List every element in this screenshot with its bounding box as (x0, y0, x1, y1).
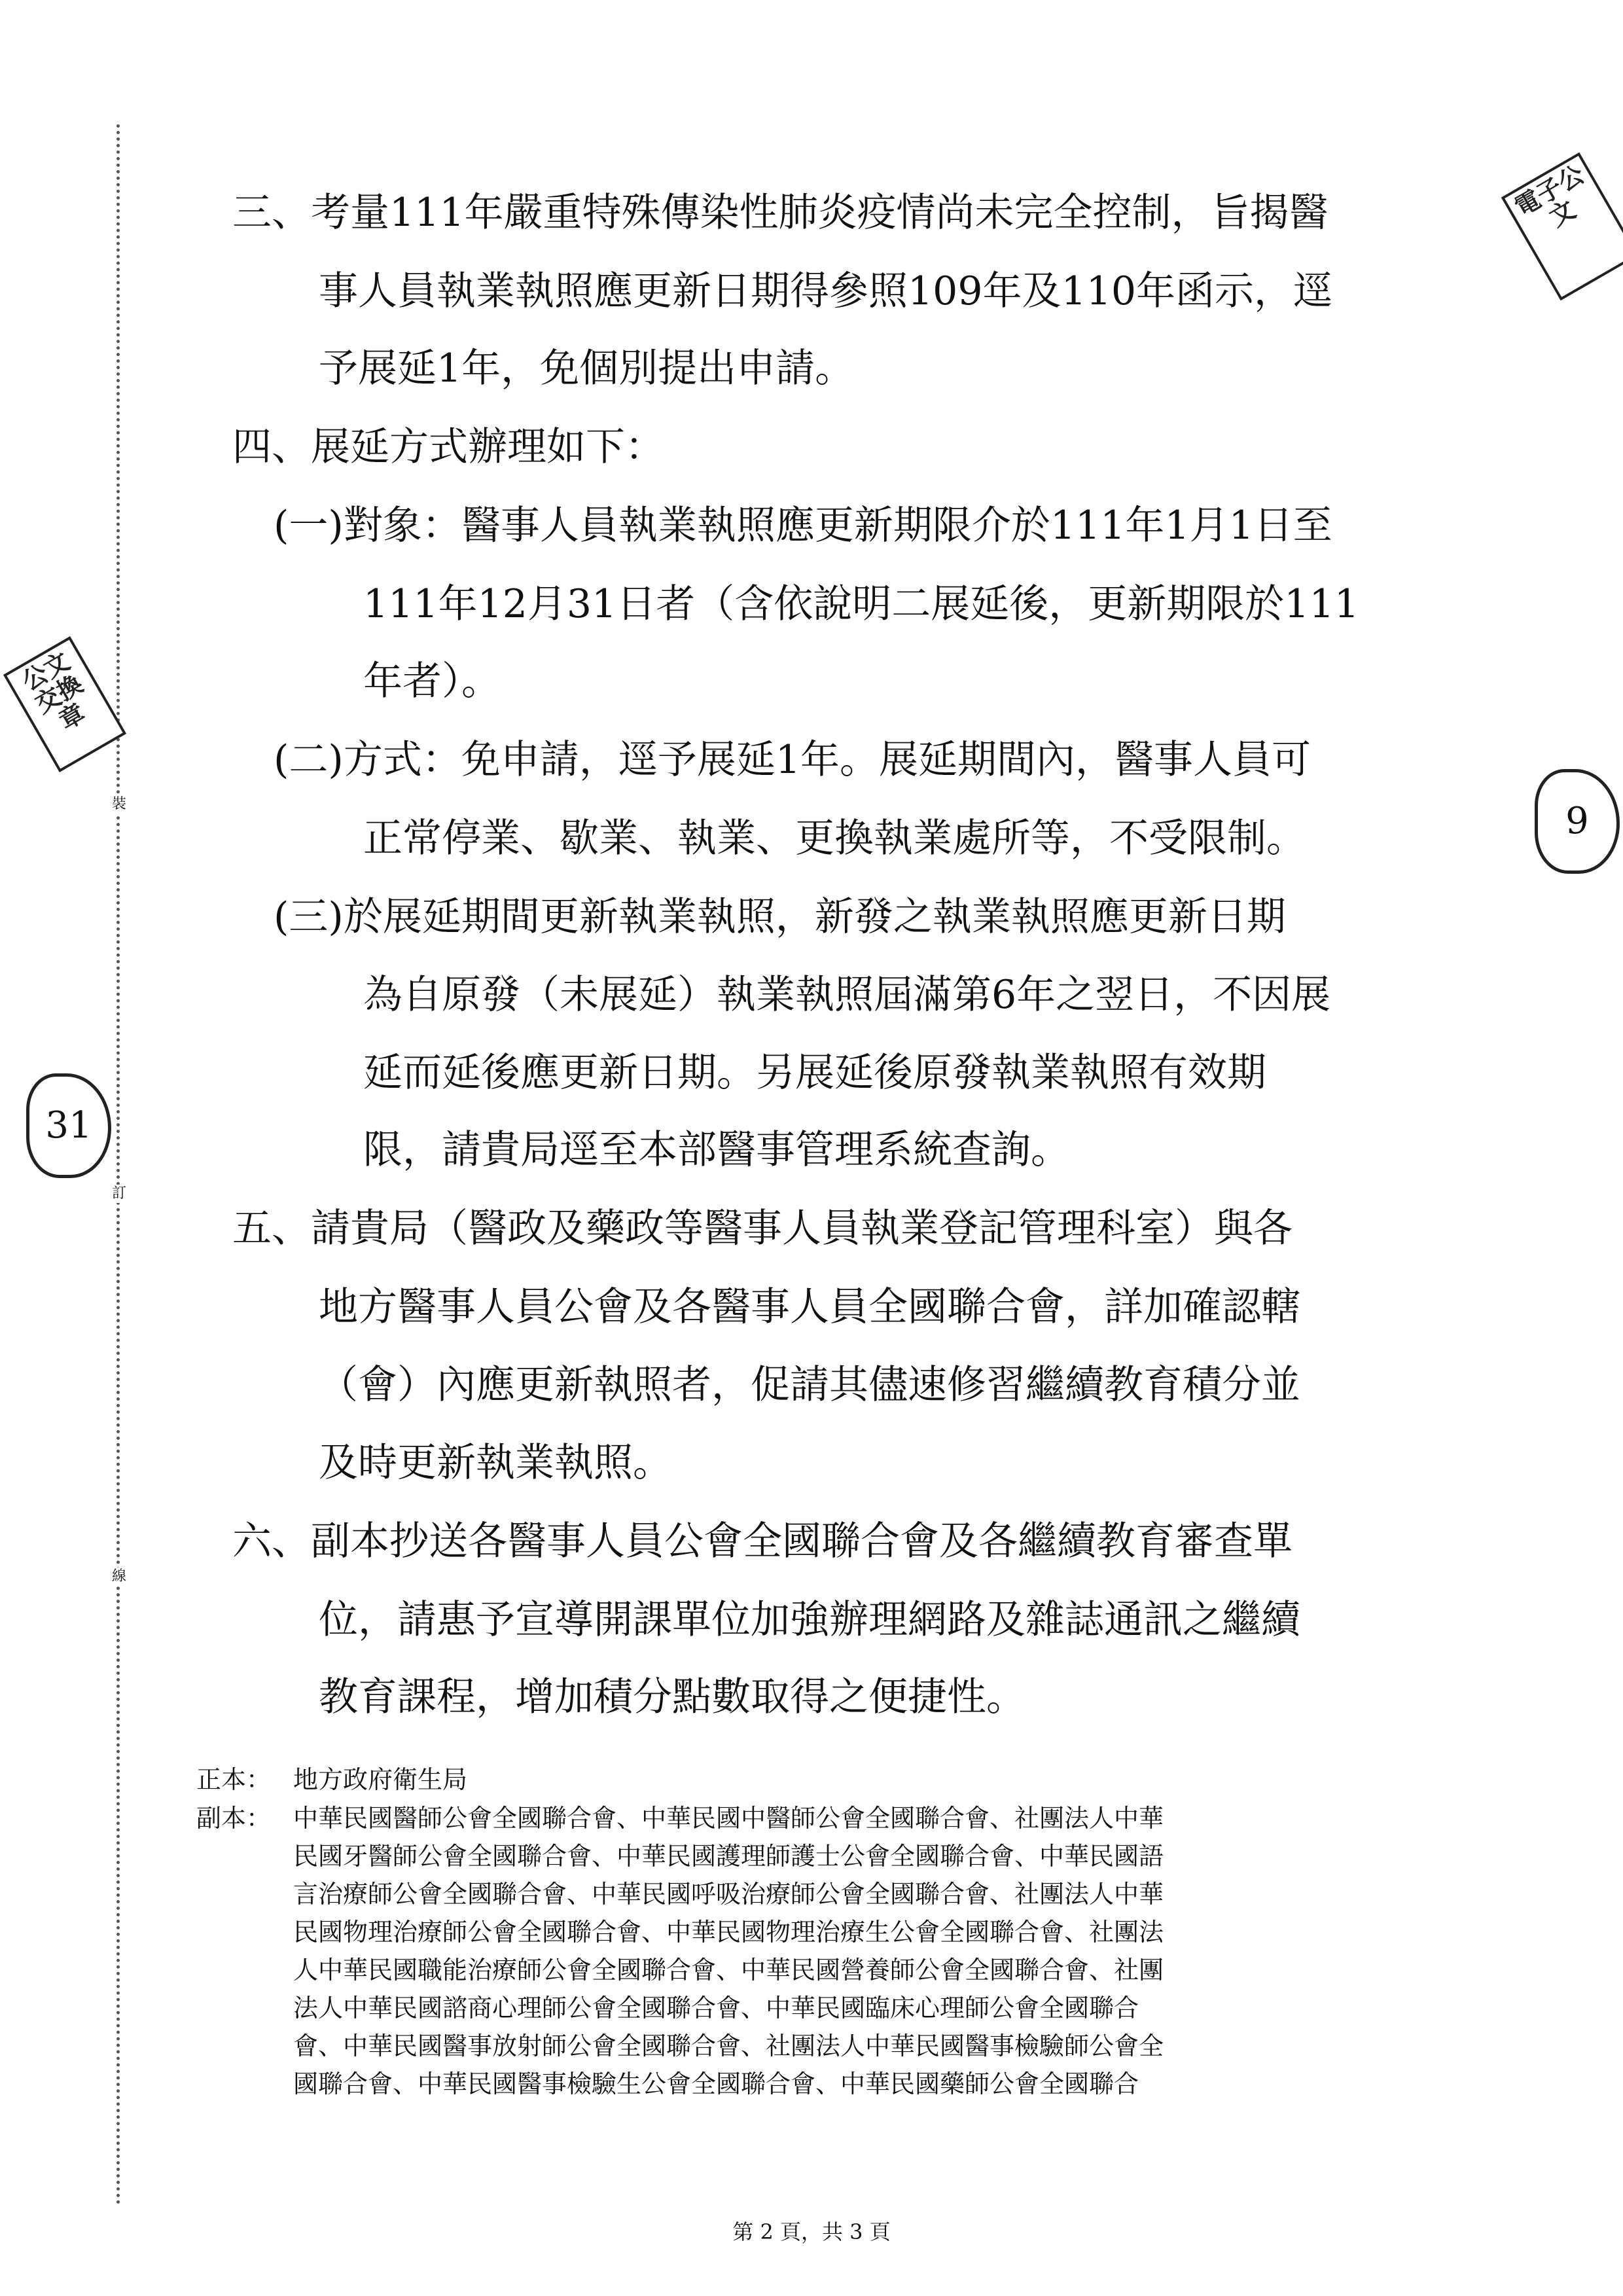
p6-line1: 六、副本抄送各醫事人員公會全國聯合會及各繼續教育審查單 (232, 1518, 1293, 1564)
perforation-seal-right: 9 (1535, 769, 1620, 874)
page-number: 第 2 頁，共 3 頁 (732, 2219, 891, 2244)
p5-line4: 及時更新執業執照。 (319, 1440, 672, 1486)
recipients-main-label: 正本： (196, 1765, 272, 1794)
p3-line3: 予展延1年，免個別提出申請。 (319, 346, 855, 391)
binding-dotted-line (116, 124, 120, 2206)
p5-line3: （會）內應更新執照者，促請其儘速修習繼續教育積分並 (319, 1362, 1300, 1408)
p3-line1: 三、考量111年嚴重特殊傳染性肺炎疫情尚未完全控制，旨揭醫 (232, 190, 1329, 236)
copy-line: 民國物理治療師公會全國聯合會、中華民國物理治療生公會全國聯合會、社團法 (293, 1918, 1164, 1946)
p5-line2: 地方醫事人員公會及各醫事人員全國聯合會，詳加確認轄 (319, 1284, 1300, 1330)
recipients-copy-label: 副本： (196, 1804, 272, 1833)
copy-line: 國聯合會、中華民國醫事檢驗生公會全國聯合會、中華民國藥師公會全國聯合 (293, 2070, 1139, 2098)
copy-line: 法人中華民國諮商心理師公會全國聯合會、中華民國臨床心理師公會全國聯合 (293, 1994, 1139, 2022)
p5-line1: 五、請貴局（醫政及藥政等醫事人員執業登記管理科室）與各 (232, 1206, 1293, 1251)
p4-2-line1: (二)方式：免申請，逕予展延1年。展延期間內，醫事人員可 (274, 737, 1311, 783)
p4-2-line2: 正常停業、歇業、執業、更換執業處所等，不受限制。 (363, 816, 1306, 861)
p4-3-line3: 延而延後應更新日期。另展延後原發執業執照有效期 (363, 1050, 1266, 1096)
copy-line: 會、中華民國醫事放射師公會全國聯合會、社團法人中華民國醫事檢驗師公會全 (293, 2032, 1164, 2060)
copy-line: 言治療師公會全國聯合會、中華民國呼吸治療師公會全國聯合會、社團法人中華 (293, 1880, 1164, 1909)
exchange-stamp-right: 電子公文 (1501, 152, 1623, 301)
binding-mark-xian: 線 (110, 1568, 128, 1586)
binding-mark-zhuang: 裝 (110, 795, 128, 814)
copy-line: 中華民國醫師公會全國聯合會、中華民國中醫師公會全國聯合會、社團法人中華 (293, 1804, 1164, 1833)
copy-line: 人中華民國職能治療師公會全國聯合會、中華民國營養師公會全國聯合會、社團 (293, 1956, 1164, 1984)
p4-3-line4: 限，請貴局逕至本部醫事管理系統查詢。 (363, 1127, 1070, 1173)
binding-mark-ding: 訂 (110, 1185, 128, 1203)
exchange-stamp-left: 公文交換章 (3, 636, 126, 772)
p4-1-line1: (一)對象：醫事人員執業執照應更新期限介於111年1月1日至 (274, 503, 1332, 548)
p3-line2: 事人員執業執照應更新日期得參照109年及110年函示，逕 (319, 268, 1333, 314)
p4-1-line3: 年者）。 (363, 658, 501, 704)
perforation-seal-left: 31 (26, 1073, 111, 1178)
p4-heading: 四、展延方式辦理如下： (232, 424, 664, 470)
p6-line2: 位，請惠予宣導開課單位加強辦理網路及雜誌通訊之繼續 (319, 1597, 1300, 1643)
p4-3-line1: (三)於展延期間更新執業執照，新發之執業執照應更新日期 (274, 894, 1286, 940)
recipients-main-value: 地方政府衛生局 (293, 1765, 468, 1794)
copy-line: 民國牙醫師公會全國聯合會、中華民國護理師護士公會全國聯合會、中華民國語 (293, 1842, 1164, 1871)
p4-3-line2: 為自原發（未展延）執業執照屆滿第6年之翌日，不因展 (363, 972, 1331, 1018)
p4-1-line2: 111年12月31日者（含依說明二展延後，更新期限於111 (363, 581, 1359, 627)
p6-line3: 教育課程，增加積分點數取得之便捷性。 (319, 1674, 1026, 1720)
